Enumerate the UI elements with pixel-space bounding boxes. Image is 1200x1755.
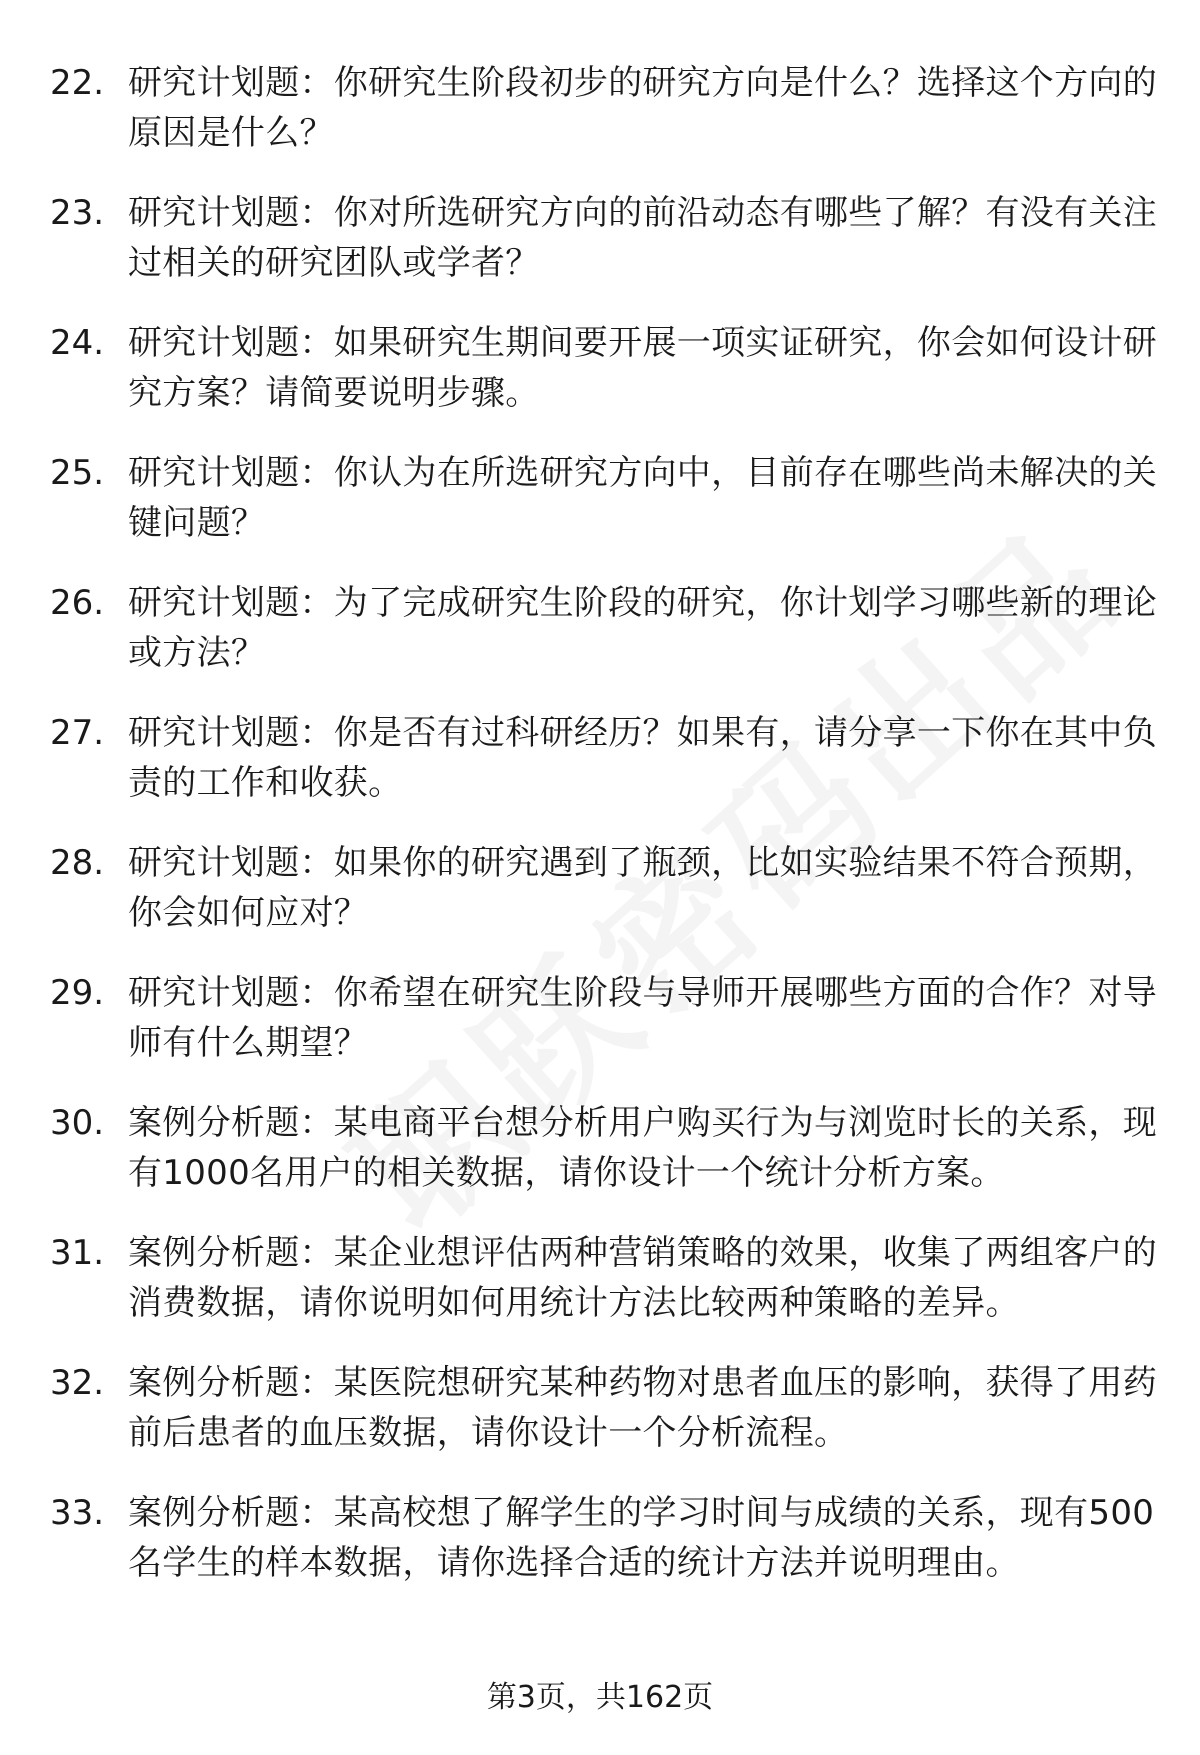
question-text: 研究计划题：你对所选研究方向的前沿动态有哪些了解？有没有关注过相关的研究团队或学者？: [128, 193, 1157, 283]
question-item: [50, 968, 1160, 1098]
question-text: 研究计划题：你希望在研究生阶段与导师开展哪些方面的合作？对导师有什么期望？: [128, 973, 1157, 1063]
question-number: 29.: [50, 973, 105, 1013]
question-item: [50, 1488, 1160, 1618]
question-text: 案例分析题：某高校想了解学生的学习时间与成绩的关系，现有500名学生的样本数据，请你选择合适的统计方法并说明理由。: [128, 1493, 1155, 1583]
question-item: [50, 448, 1160, 578]
question-text: 案例分析题：某医院想研究某种药物对患者血压的影响，获得了用药前后患者的血压数据，请你设计一个分析流程。: [128, 1363, 1157, 1453]
question-number: 25.: [50, 453, 105, 493]
question-number: 26.: [50, 583, 105, 623]
question-item: [50, 1358, 1160, 1488]
question-item: [50, 838, 1160, 968]
question-number: 23.: [50, 193, 105, 233]
question-number: 22.: [50, 63, 105, 103]
question-number: 32.: [50, 1363, 105, 1403]
page-footer: 第3页，共162页: [486, 1680, 714, 1715]
question-text: 研究计划题：如果研究生期间要开展一项实证研究，你会如何设计研究方案？请简要说明步骤。: [128, 323, 1157, 413]
question-item: [50, 708, 1160, 838]
question-text: 研究计划题：你研究生阶段初步的研究方向是什么？选择这个方向的原因是什么？: [128, 63, 1157, 153]
question-text: 研究计划题：为了完成研究生阶段的研究，你计划学习哪些新的理论或方法？: [128, 583, 1157, 673]
question-number: 27.: [50, 713, 105, 753]
question-number: 24.: [50, 323, 105, 363]
question-item: [50, 1228, 1160, 1358]
question-item: [50, 1098, 1160, 1228]
question-list: [50, 58, 1160, 1618]
question-number: 31.: [50, 1233, 105, 1273]
question-number: 28.: [50, 843, 105, 883]
question-item: [50, 578, 1160, 708]
question-text: 案例分析题：某企业想评估两种营销策略的效果，收集了两组客户的消费数据，请你说明如何用统计方法比较两种策略的差异。: [128, 1233, 1157, 1323]
question-item: [50, 188, 1160, 318]
question-text: 研究计划题：如果你的研究遇到了瓶颈，比如实验结果不符合预期，你会如何应对？: [128, 843, 1157, 933]
question-item: [50, 318, 1160, 448]
question-number: 33.: [50, 1493, 105, 1533]
question-text: 案例分析题：某电商平台想分析用户购买行为与浏览时长的关系，现有1000名用户的相关数据，请你设计一个统计分析方案。: [128, 1103, 1157, 1193]
question-text: 研究计划题：你是否有过科研经历？如果有，请分享一下你在其中负责的工作和收获。: [128, 713, 1157, 803]
question-number: 30.: [50, 1103, 105, 1143]
question-text: 研究计划题：你认为在所选研究方向中，目前存在哪些尚未解决的关键问题？: [128, 453, 1157, 543]
question-item: [50, 58, 1160, 188]
